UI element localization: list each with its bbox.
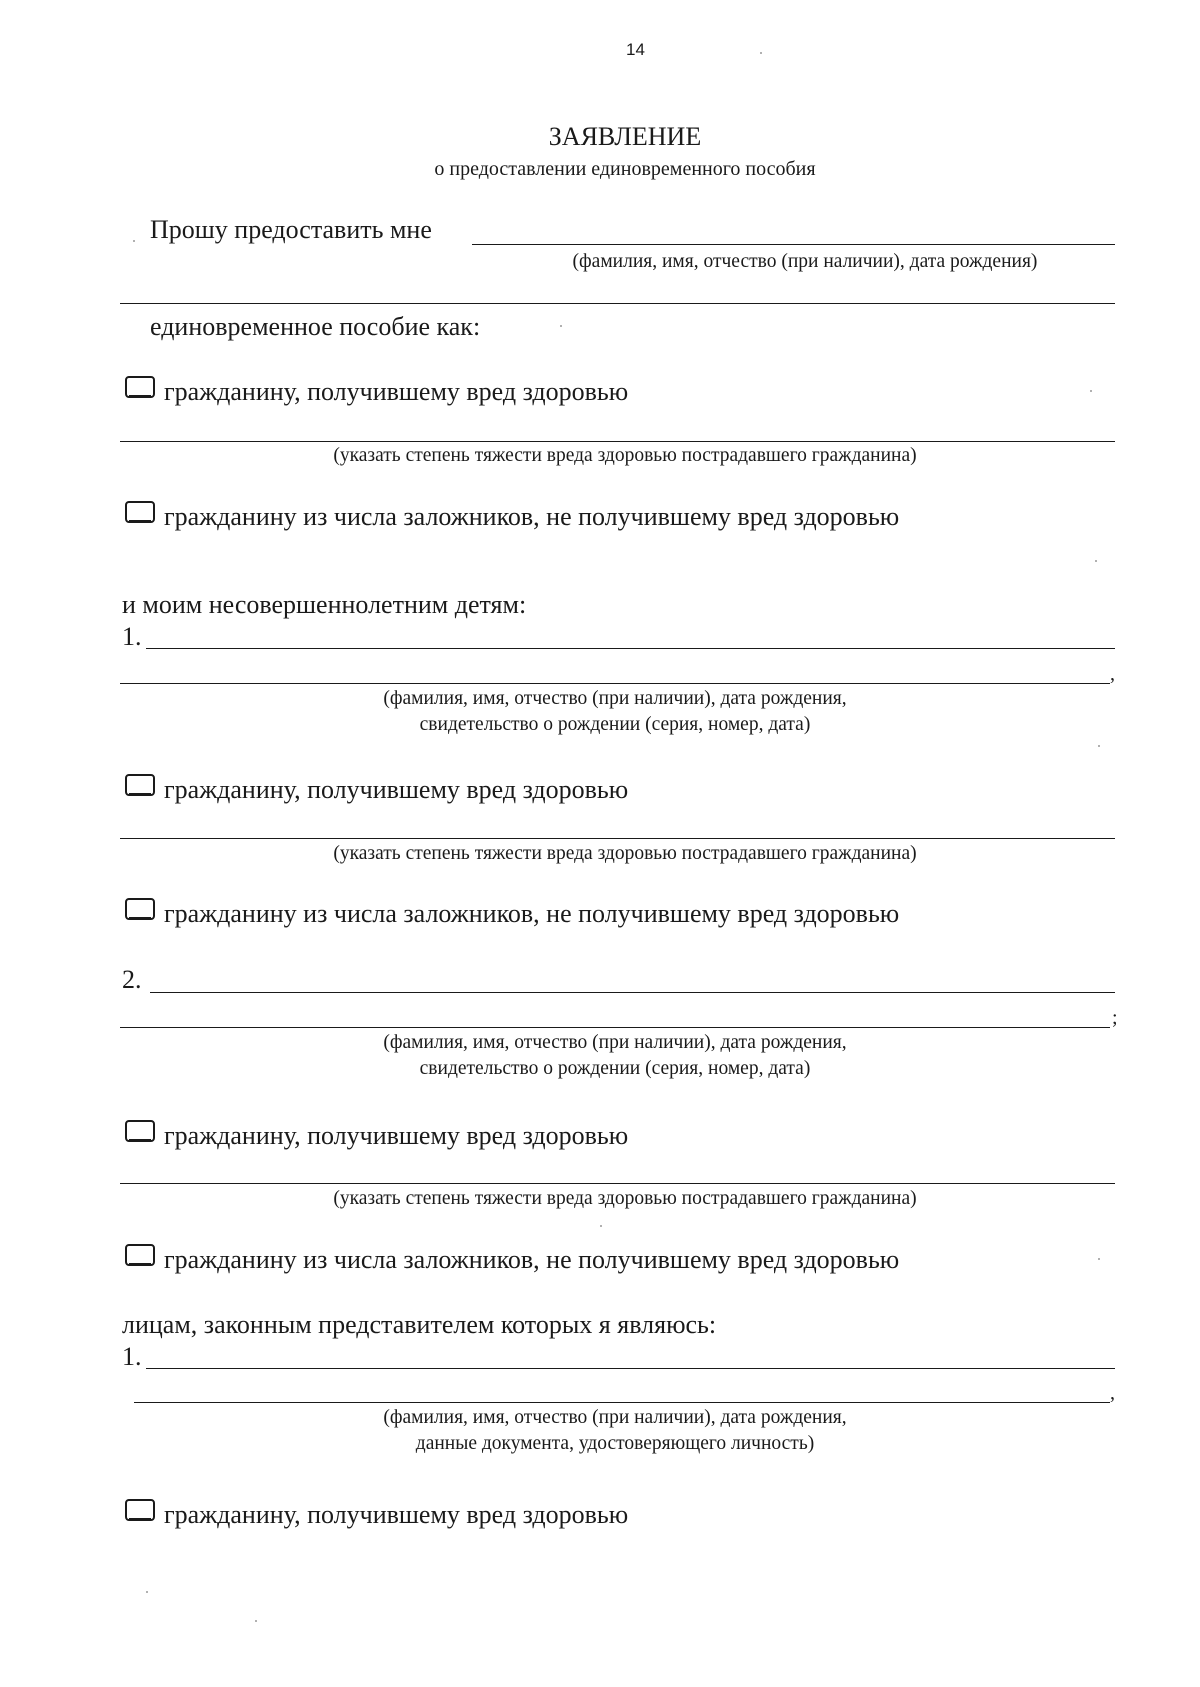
page-number: 14 — [626, 40, 645, 59]
child-1-name-field[interactable] — [146, 648, 1115, 649]
child-2-end-mark: ; — [1112, 1007, 1118, 1029]
checkbox-self-hostage[interactable] — [125, 501, 155, 523]
child-2-number: 2. — [122, 965, 142, 994]
self-severity-hint: (указать степень тяжести вреда здоровью пострадавшего гражданина) — [333, 445, 917, 466]
scan-speck — [560, 325, 562, 327]
child-1-number: 1. — [122, 622, 142, 651]
checkbox-child-1-harmed[interactable] — [125, 774, 155, 796]
child-1-hint-line1: (фамилия, имя, отчество (при наличии), дата рождения, — [383, 688, 847, 709]
option-self-hostage-label: гражданину из числа заложников, не получившему вред здоровью — [164, 502, 900, 531]
scan-speck — [1095, 560, 1097, 562]
rep-1-name-field-line2[interactable] — [134, 1402, 1110, 1403]
rep-1-hint-line2: данные документа, удостоверяющего личность) — [415, 1433, 815, 1454]
applicant-name-hint: (фамилия, имя, отчество (при наличии), дата рождения) — [572, 251, 1038, 272]
children-heading: и моим несовершеннолетним детям: — [122, 590, 527, 619]
scan-speck — [1098, 745, 1100, 747]
option-child-2-hostage-label: гражданину из числа заложников, не получившему вред здоровью — [164, 1245, 900, 1274]
child-2-name-field[interactable] — [150, 992, 1115, 993]
document-subtitle: о предоставлении единовременного пособия — [434, 158, 816, 180]
scan-speck — [133, 240, 135, 242]
checkbox-rep-1-harmed[interactable] — [125, 1499, 155, 1521]
child-2-hint-line1: (фамилия, имя, отчество (при наличии), дата рождения, — [383, 1032, 847, 1053]
benefit-as-label: единовременное пособие как: — [150, 312, 481, 341]
option-child-1-harmed-label: гражданину, получившему вред здоровью — [164, 775, 629, 804]
child-1-name-field-line2[interactable] — [120, 683, 1110, 684]
scan-speck — [255, 1620, 257, 1622]
child-1-end-mark: , — [1110, 663, 1115, 685]
rep-1-end-mark: , — [1110, 1382, 1115, 1404]
child-2-name-field-line2[interactable] — [120, 1027, 1110, 1028]
applicant-name-field-line2[interactable] — [120, 303, 1115, 304]
applicant-name-field[interactable] — [472, 244, 1115, 245]
child-2-severity-field[interactable] — [120, 1183, 1115, 1184]
rep-1-hint-line1: (фамилия, имя, отчество (при наличии), дата рождения, — [383, 1407, 847, 1428]
rep-1-number: 1. — [122, 1342, 142, 1371]
scan-speck — [1090, 390, 1092, 392]
scan-speck — [1098, 1258, 1100, 1260]
child-1-severity-hint: (указать степень тяжести вреда здоровью пострадавшего гражданина) — [333, 843, 917, 864]
self-severity-field[interactable] — [120, 441, 1115, 442]
checkbox-child-2-hostage[interactable] — [125, 1244, 155, 1266]
option-child-2-harmed-label: гражданину, получившему вред здоровью — [164, 1121, 629, 1150]
option-self-harmed-label: гражданину, получившему вред здоровью — [164, 377, 629, 406]
child-2-hint-line2: свидетельство о рождении (серия, номер, дата) — [419, 1058, 811, 1079]
option-child-1-hostage-label: гражданину из числа заложников, не получившему вред здоровью — [164, 899, 900, 928]
checkbox-child-2-harmed[interactable] — [125, 1120, 155, 1142]
child-1-severity-field[interactable] — [120, 838, 1115, 839]
option-rep-1-harmed-label: гражданину, получившему вред здоровью — [164, 1500, 629, 1529]
document-title: ЗАЯВЛЕНИЕ — [548, 122, 702, 151]
request-prefix: Прошу предоставить мне — [150, 215, 432, 244]
child-2-severity-hint: (указать степень тяжести вреда здоровью пострадавшего гражданина) — [333, 1188, 917, 1209]
scan-speck — [760, 52, 762, 54]
rep-1-name-field[interactable] — [146, 1368, 1115, 1369]
child-1-hint-line2: свидетельство о рождении (серия, номер, дата) — [419, 714, 811, 735]
represented-heading: лицам, законным представителем которых я являюсь: — [122, 1310, 717, 1339]
scan-speck — [146, 1591, 148, 1593]
checkbox-self-harmed[interactable] — [125, 376, 155, 398]
scan-speck — [600, 1225, 602, 1227]
checkbox-child-1-hostage[interactable] — [125, 898, 155, 920]
